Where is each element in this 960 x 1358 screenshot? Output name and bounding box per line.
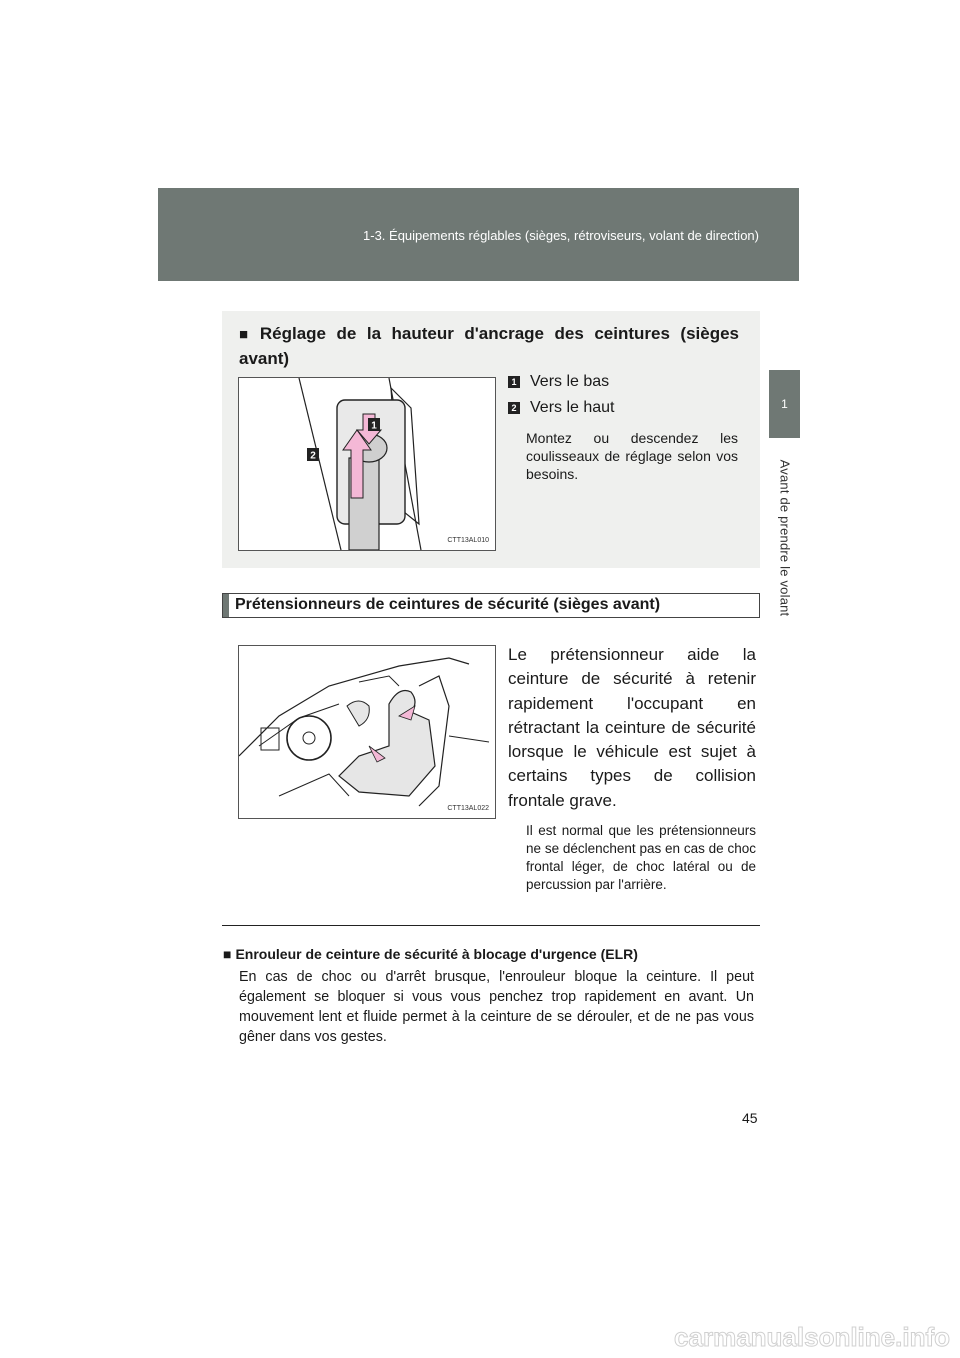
step-item-1	[508, 373, 609, 391]
chapter-header	[158, 188, 799, 281]
image-code: CTT13AL022	[447, 805, 489, 812]
chapter-tab: 1	[769, 370, 800, 438]
anchor-section-title	[239, 322, 739, 371]
step-item-2	[508, 399, 615, 417]
chapter-side-label	[769, 446, 800, 630]
belt-anchor-drawing	[239, 378, 495, 550]
step-number-icon: 2	[508, 402, 520, 414]
page-number: 45	[742, 1110, 758, 1126]
pretensioner-note: Il est normal que les prétensionneurs ne se déclenchent pas en cas de choc frontal léger, de choc latéral ou de percussion par l'arrière.	[526, 823, 756, 892]
step-number-icon: 1	[508, 376, 520, 388]
bullet-square-icon: ■	[223, 946, 232, 962]
anchor-adjust-illustration	[238, 377, 496, 551]
anchor-note: Montez ou descendez les coulisseaux de réglage selon vos besoins.	[526, 430, 738, 482]
chapter-label-text: Avant de prendre le volant	[777, 459, 792, 617]
pretensioner-paragraph: Le prétensionneur aide la ceinture de sécurité à retenir rapidement l'occupant en rétractant la ceinture de sécurité lorsque le véhicule est sujet à certains types de collision frontale grave.	[508, 645, 756, 810]
bullet-square-icon: ■	[239, 326, 254, 343]
step-label: Vers le haut	[530, 399, 615, 416]
elr-title	[223, 946, 638, 962]
watermark	[0, 1316, 960, 1358]
elr-paragraph: En cas de choc ou d'arrêt brusque, l'enrouleur bloque la ceinture. Il peut également se bloquer si vous vous penchez trop rapidement en avant. Un mouvement lent et fluide permet à la ceinture de se dérouler, et de ne pas vous gêner dans vos gestes.	[239, 969, 754, 1045]
breadcrumb: 1-3. Équipements réglables (sièges, rétroviseurs, volant de direction)	[363, 228, 759, 243]
pretensioner-illustration	[238, 645, 496, 819]
elr-title-text: Enrouleur de ceinture de sécurité à blocage d'urgence (ELR)	[235, 946, 638, 962]
svg-text:1: 1	[371, 420, 377, 432]
pretensioner-heading-text: Prétensionneurs de ceintures de sécurité (sièges avant)	[235, 596, 661, 613]
heading-accent-bar	[223, 594, 229, 617]
watermark-text: carmanualsonline.info	[674, 1322, 950, 1352]
step-label: Vers le bas	[530, 373, 610, 390]
car-interior-drawing	[239, 646, 495, 818]
anchor-title-text: Réglage de la hauteur d'ancrage des ceintures (sièges avant)	[239, 324, 740, 368]
svg-text:2: 2	[310, 450, 316, 462]
section-divider	[222, 925, 760, 926]
pretensioner-section-heading	[222, 593, 760, 618]
image-code: CTT13AL010	[447, 537, 489, 544]
